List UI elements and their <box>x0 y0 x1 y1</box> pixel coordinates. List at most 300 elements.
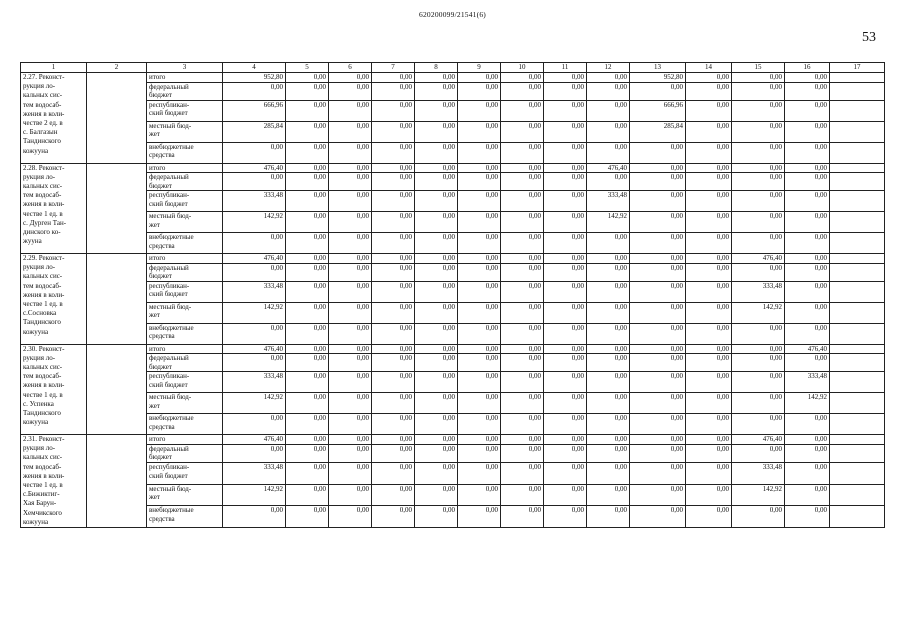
item-description: 2.30. Реконст- рукция ло- кальных сис- тем водосаб- жения в коли- честве 1 ед. в с. Успенка Тандинского кожууна <box>21 344 87 435</box>
column-17-cell <box>830 463 885 485</box>
amount-cell: 0,00 <box>785 191 830 212</box>
amount-cell: 0,00 <box>329 435 372 445</box>
amount-cell: 0,00 <box>329 393 372 414</box>
column-17-cell <box>830 302 885 323</box>
column-number: 7 <box>372 63 415 73</box>
amount-cell: 0,00 <box>372 281 415 302</box>
amount-cell: 0,00 <box>329 173 372 191</box>
amount-cell: 0,00 <box>286 354 329 372</box>
column-17-cell <box>830 372 885 393</box>
amount-cell: 0,00 <box>686 323 732 344</box>
amount-cell: 0,00 <box>372 302 415 323</box>
amount-cell: 0,00 <box>785 100 830 121</box>
amount-cell: 0,00 <box>587 82 630 100</box>
funding-source: федеральный бюджет <box>147 263 223 281</box>
amount-cell: 0,00 <box>286 212 329 233</box>
table-row <box>21 463 885 485</box>
amount-cell: 0,00 <box>458 100 501 121</box>
amount-cell: 0,00 <box>686 414 732 435</box>
amount-cell: 0,00 <box>286 191 329 212</box>
funding-source: федеральный бюджет <box>147 444 223 463</box>
amount-cell: 0,00 <box>732 393 785 414</box>
amount-cell: 0,00 <box>630 281 686 302</box>
amount-cell: 0,00 <box>372 73 415 83</box>
amount-cell: 0,00 <box>587 506 630 528</box>
amount-cell: 0,00 <box>501 173 544 191</box>
amount-cell: 0,00 <box>329 463 372 485</box>
amount-cell: 142,92 <box>785 393 830 414</box>
amount-cell: 0,00 <box>458 302 501 323</box>
amount-cell: 0,00 <box>732 173 785 191</box>
item-description: 2.28. Реконст- рукция ло- кальных сис- тем водосаб- жения в коли- честве 1 ед. в с. Дурген Тан- динского ко- жууна <box>21 163 87 254</box>
amount-cell: 476,40 <box>223 163 286 173</box>
table-body <box>21 73 885 528</box>
amount-cell: 0,00 <box>329 100 372 121</box>
amount-cell: 142,92 <box>223 393 286 414</box>
amount-cell: 0,00 <box>458 414 501 435</box>
table-row <box>21 354 885 372</box>
amount-cell: 0,00 <box>501 254 544 264</box>
amount-cell: 0,00 <box>458 484 501 506</box>
amount-cell: 0,00 <box>686 344 732 354</box>
amount-cell: 0,00 <box>785 506 830 528</box>
amount-cell: 0,00 <box>372 82 415 100</box>
table-row <box>21 302 885 323</box>
funding-source: республикан- ский бюджет <box>147 100 223 121</box>
amount-cell: 0,00 <box>630 302 686 323</box>
amount-cell: 0,00 <box>286 173 329 191</box>
amount-cell: 142,92 <box>587 212 630 233</box>
amount-cell: 0,00 <box>686 121 732 142</box>
amount-cell: 0,00 <box>501 372 544 393</box>
amount-cell: 0,00 <box>732 212 785 233</box>
amount-cell: 0,00 <box>372 506 415 528</box>
amount-cell: 0,00 <box>223 173 286 191</box>
amount-cell: 0,00 <box>329 263 372 281</box>
amount-cell: 0,00 <box>415 372 458 393</box>
amount-cell: 0,00 <box>286 100 329 121</box>
amount-cell: 0,00 <box>686 82 732 100</box>
amount-cell: 0,00 <box>372 354 415 372</box>
column-number: 13 <box>630 63 686 73</box>
column-number: 8 <box>415 63 458 73</box>
amount-cell: 0,00 <box>501 191 544 212</box>
amount-cell: 0,00 <box>458 323 501 344</box>
amount-cell: 0,00 <box>415 281 458 302</box>
amount-cell: 0,00 <box>630 212 686 233</box>
funding-source: итого <box>147 254 223 264</box>
amount-cell: 0,00 <box>458 393 501 414</box>
amount-cell: 0,00 <box>372 372 415 393</box>
amount-cell: 0,00 <box>286 263 329 281</box>
amount-cell: 0,00 <box>544 323 587 344</box>
amount-cell: 0,00 <box>686 281 732 302</box>
funding-source: внебюджетные средства <box>147 142 223 163</box>
amount-cell: 0,00 <box>415 142 458 163</box>
funding-source: федеральный бюджет <box>147 354 223 372</box>
table-row <box>21 393 885 414</box>
funding-source: внебюджетные средства <box>147 233 223 254</box>
amount-cell: 0,00 <box>329 344 372 354</box>
amount-cell: 0,00 <box>329 73 372 83</box>
amount-cell: 0,00 <box>785 444 830 463</box>
amount-cell: 0,00 <box>415 254 458 264</box>
amount-cell: 0,00 <box>329 142 372 163</box>
amount-cell: 0,00 <box>458 142 501 163</box>
amount-cell: 0,00 <box>329 302 372 323</box>
column-number: 2 <box>87 63 147 73</box>
column-number: 5 <box>286 63 329 73</box>
amount-cell: 0,00 <box>501 435 544 445</box>
amount-cell: 0,00 <box>415 344 458 354</box>
amount-cell: 0,00 <box>372 463 415 485</box>
amount-cell: 0,00 <box>544 414 587 435</box>
item-description: 2.29. Реконст- рукция ло- кальных сис- тем водосаб- жения в коли- честве 1 ед. в с.Сосновка Тандинского кожууна <box>21 254 87 345</box>
column-number: 11 <box>544 63 587 73</box>
column-number: 12 <box>587 63 630 73</box>
amount-cell: 0,00 <box>544 372 587 393</box>
amount-cell: 0,00 <box>630 191 686 212</box>
amount-cell: 0,00 <box>785 233 830 254</box>
amount-cell: 0,00 <box>501 163 544 173</box>
amount-cell: 0,00 <box>223 354 286 372</box>
amount-cell: 0,00 <box>286 233 329 254</box>
table-row <box>21 82 885 100</box>
amount-cell: 0,00 <box>286 484 329 506</box>
amount-cell: 0,00 <box>223 233 286 254</box>
column-number: 1 <box>21 63 87 73</box>
amount-cell: 0,00 <box>686 191 732 212</box>
amount-cell: 0,00 <box>686 372 732 393</box>
amount-cell: 952,80 <box>223 73 286 83</box>
column-17-cell <box>830 281 885 302</box>
column-number: 10 <box>501 63 544 73</box>
amount-cell: 0,00 <box>630 142 686 163</box>
funding-source: республикан- ский бюджет <box>147 372 223 393</box>
amount-cell: 0,00 <box>686 302 732 323</box>
amount-cell: 0,00 <box>544 484 587 506</box>
amount-cell: 0,00 <box>785 121 830 142</box>
amount-cell: 0,00 <box>223 414 286 435</box>
amount-cell: 0,00 <box>630 506 686 528</box>
column-17-cell <box>830 414 885 435</box>
amount-cell: 0,00 <box>501 323 544 344</box>
amount-cell: 0,00 <box>329 281 372 302</box>
amount-cell: 0,00 <box>544 100 587 121</box>
amount-cell: 0,00 <box>544 435 587 445</box>
amount-cell: 0,00 <box>286 254 329 264</box>
column-2-cell <box>87 163 147 254</box>
amount-cell: 0,00 <box>286 444 329 463</box>
amount-cell: 0,00 <box>501 142 544 163</box>
amount-cell: 0,00 <box>544 393 587 414</box>
amount-cell: 0,00 <box>544 263 587 281</box>
amount-cell: 0,00 <box>458 212 501 233</box>
amount-cell: 476,40 <box>587 163 630 173</box>
amount-cell: 0,00 <box>544 142 587 163</box>
amount-cell: 0,00 <box>686 163 732 173</box>
amount-cell: 0,00 <box>329 121 372 142</box>
funding-source: итого <box>147 163 223 173</box>
table-row <box>21 163 885 173</box>
amount-cell: 0,00 <box>686 444 732 463</box>
column-17-cell <box>830 82 885 100</box>
amount-cell: 0,00 <box>785 263 830 281</box>
funding-source: итого <box>147 73 223 83</box>
amount-cell: 142,92 <box>732 302 785 323</box>
amount-cell: 0,00 <box>501 506 544 528</box>
amount-cell: 0,00 <box>415 354 458 372</box>
column-17-cell <box>830 444 885 463</box>
amount-cell: 0,00 <box>686 254 732 264</box>
amount-cell: 0,00 <box>630 463 686 485</box>
amount-cell: 0,00 <box>686 354 732 372</box>
amount-cell: 0,00 <box>785 142 830 163</box>
amount-cell: 333,48 <box>223 463 286 485</box>
amount-cell: 333,48 <box>223 372 286 393</box>
amount-cell: 0,00 <box>630 484 686 506</box>
amount-cell: 0,00 <box>286 142 329 163</box>
amount-cell: 0,00 <box>732 100 785 121</box>
amount-cell: 0,00 <box>501 484 544 506</box>
amount-cell: 142,92 <box>732 484 785 506</box>
table-row <box>21 233 885 254</box>
funding-source: федеральный бюджет <box>147 82 223 100</box>
amount-cell: 0,00 <box>630 82 686 100</box>
funding-source: местный бюд- жет <box>147 484 223 506</box>
amount-cell: 0,00 <box>785 173 830 191</box>
amount-cell: 0,00 <box>415 323 458 344</box>
amount-cell: 0,00 <box>415 463 458 485</box>
amount-cell: 0,00 <box>732 372 785 393</box>
amount-cell: 0,00 <box>686 435 732 445</box>
amount-cell: 0,00 <box>372 414 415 435</box>
item-description: 2.31. Реконст- рукция ло- кальных сис- тем водосаб- жения в коли- честве 1 ед. в с.Бижиктиг- Хая Барун- Хемчикского кожууна <box>21 435 87 528</box>
amount-cell: 0,00 <box>732 506 785 528</box>
amount-cell: 0,00 <box>630 372 686 393</box>
table-row <box>21 254 885 264</box>
amount-cell: 0,00 <box>415 263 458 281</box>
amount-cell: 0,00 <box>372 344 415 354</box>
amount-cell: 0,00 <box>587 463 630 485</box>
amount-cell: 0,00 <box>732 354 785 372</box>
amount-cell: 0,00 <box>415 393 458 414</box>
amount-cell: 0,00 <box>630 344 686 354</box>
amount-cell: 0,00 <box>732 263 785 281</box>
column-number-row <box>21 63 885 73</box>
amount-cell: 0,00 <box>415 506 458 528</box>
amount-cell: 0,00 <box>372 444 415 463</box>
table-row <box>21 414 885 435</box>
column-17-cell <box>830 73 885 83</box>
column-17-cell <box>830 393 885 414</box>
amount-cell: 0,00 <box>544 344 587 354</box>
amount-cell: 142,92 <box>223 212 286 233</box>
amount-cell: 0,00 <box>686 173 732 191</box>
amount-cell: 0,00 <box>501 212 544 233</box>
column-17-cell <box>830 191 885 212</box>
amount-cell: 0,00 <box>329 354 372 372</box>
table-row <box>21 121 885 142</box>
amount-cell: 333,48 <box>732 463 785 485</box>
amount-cell: 142,92 <box>223 302 286 323</box>
amount-cell: 0,00 <box>458 344 501 354</box>
amount-cell: 0,00 <box>544 82 587 100</box>
amount-cell: 0,00 <box>372 323 415 344</box>
amount-cell: 0,00 <box>223 142 286 163</box>
amount-cell: 0,00 <box>686 142 732 163</box>
amount-cell: 0,00 <box>544 463 587 485</box>
amount-cell: 0,00 <box>501 100 544 121</box>
amount-cell: 0,00 <box>630 254 686 264</box>
amount-cell: 0,00 <box>587 281 630 302</box>
amount-cell: 0,00 <box>415 302 458 323</box>
column-17-cell <box>830 233 885 254</box>
amount-cell: 0,00 <box>785 323 830 344</box>
table-row <box>21 344 885 354</box>
amount-cell: 0,00 <box>630 173 686 191</box>
amount-cell: 0,00 <box>544 163 587 173</box>
amount-cell: 0,00 <box>630 414 686 435</box>
amount-cell: 0,00 <box>630 163 686 173</box>
amount-cell: 0,00 <box>458 463 501 485</box>
amount-cell: 0,00 <box>415 233 458 254</box>
column-number: 4 <box>223 63 286 73</box>
document-id: 620200099/21541(6) <box>419 10 486 19</box>
amount-cell: 0,00 <box>587 173 630 191</box>
funding-source: местный бюд- жет <box>147 393 223 414</box>
amount-cell: 0,00 <box>501 463 544 485</box>
funding-source: внебюджетные средства <box>147 506 223 528</box>
amount-cell: 0,00 <box>415 414 458 435</box>
amount-cell: 0,00 <box>286 393 329 414</box>
amount-cell: 666,96 <box>223 100 286 121</box>
amount-cell: 0,00 <box>732 323 785 344</box>
amount-cell: 0,00 <box>732 142 785 163</box>
amount-cell: 0,00 <box>544 444 587 463</box>
amount-cell: 0,00 <box>286 435 329 445</box>
amount-cell: 0,00 <box>501 344 544 354</box>
amount-cell: 476,40 <box>785 344 830 354</box>
amount-cell: 0,00 <box>544 354 587 372</box>
item-description: 2.27. Реконст- рукция ло- кальных сис- тем водосаб- жения в коли- честве 2 ед. в с. Балгазын Тандинского кожууна <box>21 73 87 164</box>
amount-cell: 0,00 <box>686 393 732 414</box>
amount-cell: 0,00 <box>544 212 587 233</box>
amount-cell: 0,00 <box>785 484 830 506</box>
amount-cell: 0,00 <box>501 73 544 83</box>
column-17-cell <box>830 212 885 233</box>
column-number: 17 <box>830 63 885 73</box>
amount-cell: 0,00 <box>458 435 501 445</box>
amount-cell: 0,00 <box>458 82 501 100</box>
amount-cell: 0,00 <box>286 82 329 100</box>
amount-cell: 0,00 <box>458 163 501 173</box>
amount-cell: 0,00 <box>544 506 587 528</box>
amount-cell: 0,00 <box>686 212 732 233</box>
amount-cell: 0,00 <box>372 393 415 414</box>
amount-cell: 0,00 <box>587 484 630 506</box>
amount-cell: 0,00 <box>686 484 732 506</box>
funding-source: республикан- ский бюджет <box>147 191 223 212</box>
amount-cell: 333,48 <box>223 191 286 212</box>
amount-cell: 476,40 <box>732 254 785 264</box>
table-row <box>21 281 885 302</box>
column-2-cell <box>87 435 147 528</box>
column-2-cell <box>87 73 147 164</box>
amount-cell: 0,00 <box>372 254 415 264</box>
amount-cell: 0,00 <box>587 354 630 372</box>
amount-cell: 0,00 <box>458 73 501 83</box>
table-row <box>21 444 885 463</box>
amount-cell: 0,00 <box>501 82 544 100</box>
amount-cell: 0,00 <box>630 263 686 281</box>
funding-source: республикан- ский бюджет <box>147 463 223 485</box>
column-17-cell <box>830 173 885 191</box>
table-row <box>21 484 885 506</box>
funding-source: итого <box>147 435 223 445</box>
amount-cell: 0,00 <box>732 233 785 254</box>
table-row <box>21 73 885 83</box>
amount-cell: 0,00 <box>415 173 458 191</box>
amount-cell: 0,00 <box>587 73 630 83</box>
amount-cell: 666,96 <box>630 100 686 121</box>
amount-cell: 0,00 <box>785 254 830 264</box>
amount-cell: 0,00 <box>501 414 544 435</box>
column-17-cell <box>830 142 885 163</box>
funding-source: федеральный бюджет <box>147 173 223 191</box>
table-row <box>21 191 885 212</box>
amount-cell: 0,00 <box>458 173 501 191</box>
column-17-cell <box>830 323 885 344</box>
amount-cell: 0,00 <box>329 444 372 463</box>
amount-cell: 476,40 <box>223 254 286 264</box>
table-row <box>21 173 885 191</box>
amount-cell: 0,00 <box>415 82 458 100</box>
amount-cell: 0,00 <box>544 233 587 254</box>
amount-cell: 0,00 <box>329 254 372 264</box>
amount-cell: 0,00 <box>544 73 587 83</box>
amount-cell: 0,00 <box>732 163 785 173</box>
column-number: 9 <box>458 63 501 73</box>
funding-source: местный бюд- жет <box>147 212 223 233</box>
amount-cell: 0,00 <box>458 121 501 142</box>
amount-cell: 0,00 <box>686 233 732 254</box>
amount-cell: 0,00 <box>458 263 501 281</box>
amount-cell: 0,00 <box>630 393 686 414</box>
amount-cell: 0,00 <box>415 73 458 83</box>
amount-cell: 0,00 <box>223 263 286 281</box>
column-2-cell <box>87 254 147 345</box>
amount-cell: 0,00 <box>732 82 785 100</box>
amount-cell: 0,00 <box>587 323 630 344</box>
amount-cell: 0,00 <box>372 212 415 233</box>
amount-cell: 333,48 <box>587 191 630 212</box>
amount-cell: 0,00 <box>587 302 630 323</box>
amount-cell: 0,00 <box>286 281 329 302</box>
amount-cell: 0,00 <box>329 163 372 173</box>
amount-cell: 0,00 <box>544 173 587 191</box>
amount-cell: 0,00 <box>415 212 458 233</box>
page-number: 53 <box>862 30 876 45</box>
column-17-cell <box>830 254 885 264</box>
amount-cell: 0,00 <box>587 233 630 254</box>
amount-cell: 0,00 <box>587 393 630 414</box>
amount-cell: 0,00 <box>458 254 501 264</box>
amount-cell: 0,00 <box>458 191 501 212</box>
amount-cell: 0,00 <box>329 212 372 233</box>
amount-cell: 0,00 <box>732 191 785 212</box>
amount-cell: 0,00 <box>501 393 544 414</box>
